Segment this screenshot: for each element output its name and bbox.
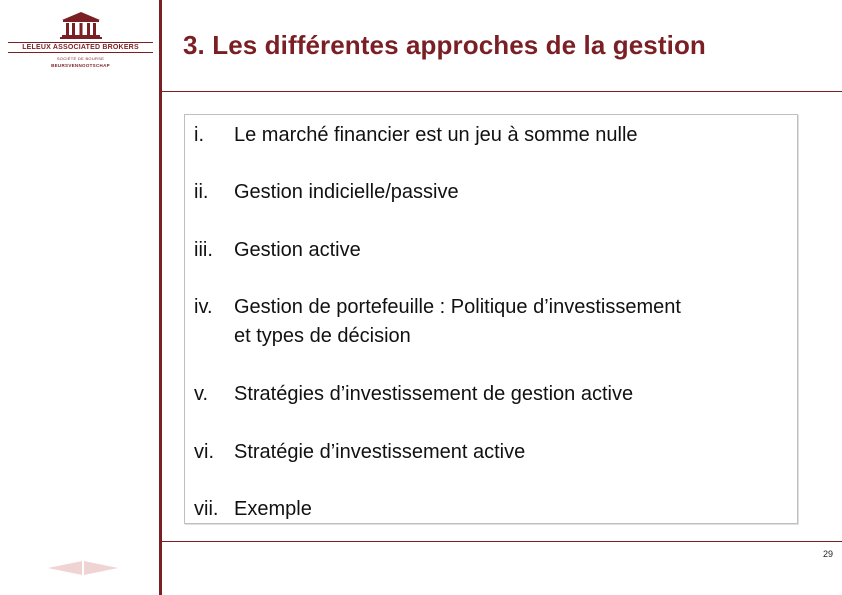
agenda-item-number: iii. bbox=[194, 239, 213, 261]
slide-navigation bbox=[48, 560, 118, 576]
agenda-item-text: et types de décision bbox=[234, 325, 411, 347]
agenda-item-number: v. bbox=[194, 383, 209, 405]
agenda-item-text: Gestion de portefeuille : Politique d’investissement bbox=[234, 296, 681, 318]
agenda-item-text: Le marché financier est un jeu à somme nulle bbox=[234, 124, 638, 146]
agenda-item-text: Stratégie d’investissement active bbox=[234, 441, 526, 463]
company-logo bbox=[8, 10, 153, 80]
footer-divider bbox=[160, 541, 842, 542]
agenda-item-number: iv. bbox=[194, 296, 213, 318]
agenda-item-number: ii. bbox=[194, 181, 209, 203]
logo-tagline-nl: BEURSVENNOOTSCHAP bbox=[51, 63, 110, 68]
vertical-divider bbox=[159, 0, 162, 595]
classical-building-icon bbox=[59, 10, 103, 40]
page-number: 29 bbox=[822, 549, 833, 559]
arrow-right-icon[interactable] bbox=[84, 560, 118, 581]
agenda-item-text: Stratégies d’investissement de gestion active bbox=[234, 383, 634, 405]
logo-wordmark: LELEUX ASSOCIATED BROKERS bbox=[8, 42, 153, 53]
slide-title: 3. Les différentes approches de la gestion bbox=[183, 30, 706, 60]
title-underline bbox=[160, 91, 842, 92]
arrow-left-icon[interactable] bbox=[48, 560, 82, 581]
agenda-item-number: i. bbox=[194, 124, 204, 146]
agenda-item-text: Gestion indicielle/passive bbox=[234, 181, 459, 203]
agenda-item-text: Exemple bbox=[234, 498, 312, 520]
logo-tagline-fr: SOCIÉTÉ DE BOURSE bbox=[56, 56, 105, 61]
agenda-item-text: Gestion active bbox=[234, 239, 361, 261]
agenda-item-number: vi. bbox=[194, 441, 214, 463]
agenda-item-number: vii. bbox=[194, 498, 219, 520]
agenda-box bbox=[184, 114, 798, 524]
